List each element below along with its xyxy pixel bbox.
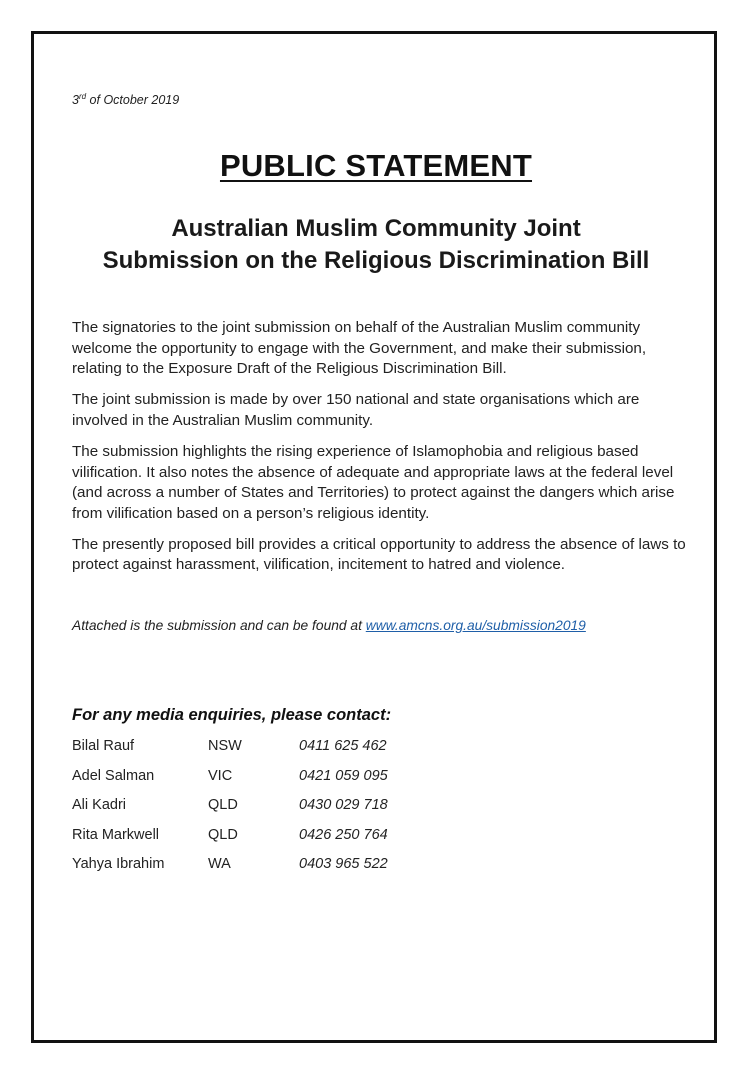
contact-phone: 0421 059 095 <box>299 767 388 784</box>
subtitle-line-1: Australian Muslim Community Joint <box>171 215 581 242</box>
date-suffix: rd <box>78 92 87 101</box>
contact-name: Rita Markwell <box>72 826 160 843</box>
date-rest: of October 2019 <box>86 93 180 107</box>
contact-phone: 0426 250 764 <box>299 826 388 843</box>
contact-state: NSW <box>208 738 242 754</box>
contact-name: Adel Salman <box>72 767 155 784</box>
paragraph: The presently proposed bill provides a critical opportunity to address the absence of laws to protect against harassment, vilification, incitement to hatred and violence. <box>72 535 686 574</box>
contact-state: WA <box>208 856 231 872</box>
contact-state: QLD <box>208 826 238 843</box>
date-day: 3 <box>72 93 79 107</box>
contact-state: VIC <box>208 767 233 784</box>
paragraph: The joint submission is made by over 150 national and state organisations which are involved in the Australian Muslim community. <box>72 391 640 429</box>
contact-name: Ali Kadri <box>72 797 126 813</box>
contact-heading: For any media enquiries, please contact: <box>72 706 392 724</box>
page-title: PUBLIC STATEMENT <box>219 148 533 183</box>
subtitle-line-2: Submission on the Religious Discrimination Bill <box>102 247 650 274</box>
submission-link[interactable]: www.amcns.org.au/submission2019 <box>365 618 586 633</box>
contact-phone: 0430 029 718 <box>299 797 388 813</box>
paragraph: The signatories to the joint submission on behalf of the Australian Muslim community welcome the opportunity to engage with the Government, and make their submission, relating to the Exposure Draft of the Religious Discrimination Bill. <box>72 319 647 378</box>
statement-subtitle <box>0 213 752 277</box>
contact-phone: 0411 625 462 <box>299 738 387 754</box>
contact-state: QLD <box>208 797 238 813</box>
paragraph: The submission highlights the rising experience of Islamophobia and religious based vilification. It also notes the absence of adequate and appropriate laws at the federal level (and across a number of States and Territories) to protect against the dangers which arise from vilification based on a person’s religious identity. <box>72 442 675 522</box>
statement-body <box>72 318 692 587</box>
contact-phone: 0403 965 522 <box>299 856 388 872</box>
contact-name: Bilal Rauf <box>72 738 135 754</box>
contact-name: Yahya Ibrahim <box>72 856 165 872</box>
attachment-text: Attached is the submission and can be found at <box>72 618 366 633</box>
attachment-note <box>72 618 586 633</box>
statement-date <box>72 92 179 107</box>
